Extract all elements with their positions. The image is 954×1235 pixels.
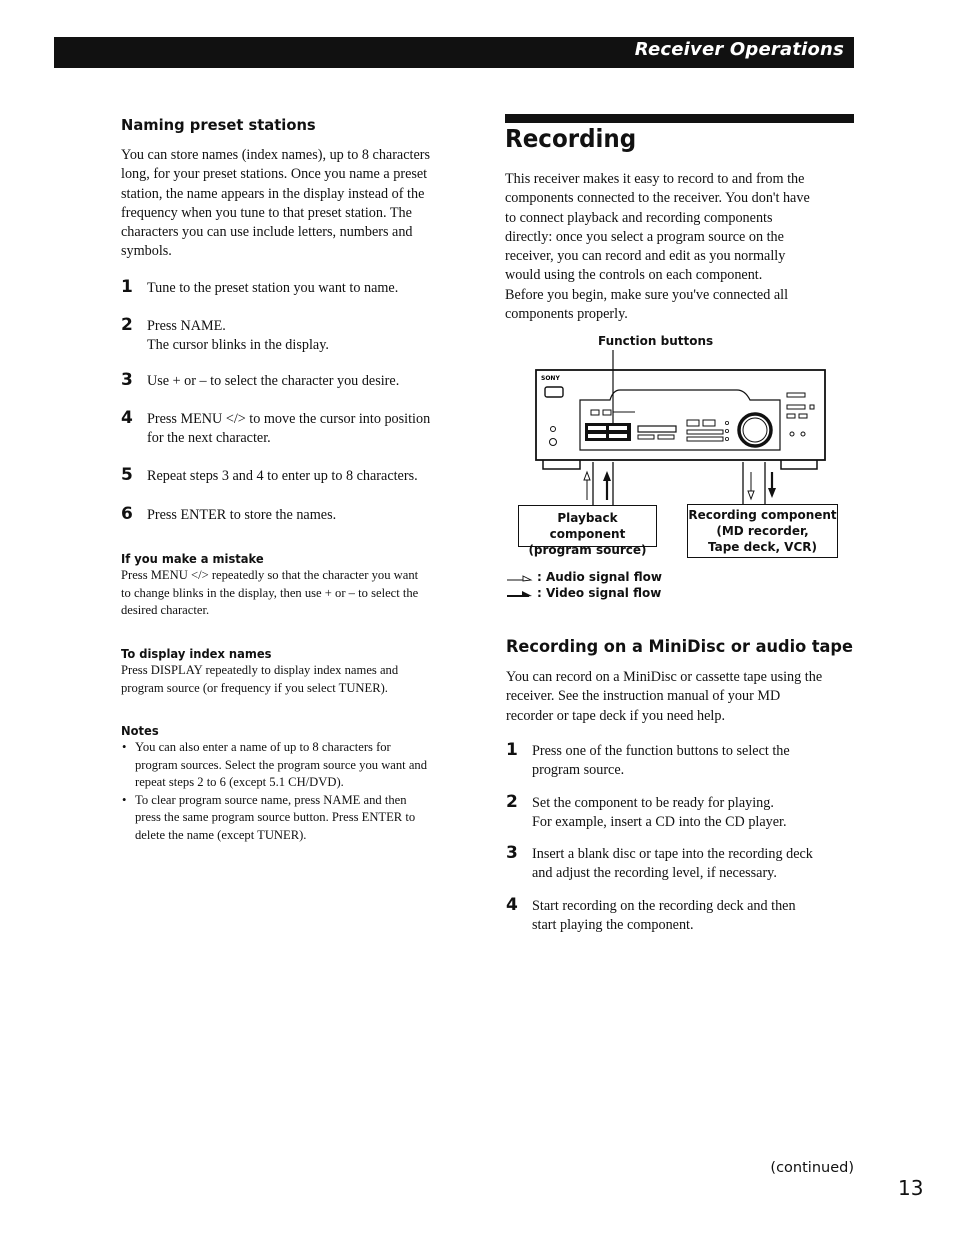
mistake-text (121, 567, 481, 620)
text-line: to connect playback and recording components (505, 209, 773, 226)
text-line: Repeat steps 3 and 4 to enter up to 8 characters. (147, 468, 418, 484)
text-line: program source. (532, 762, 625, 778)
text-line: (program source) (528, 543, 647, 557)
text-line: long, for your preset stations. Once you name a preset (121, 166, 428, 183)
text-line: to change blinks in the display, then use + or – to select the (121, 585, 419, 600)
text-line: • You can also enter a name of up to 8 characters for (135, 740, 391, 754)
step-number: 2 (506, 792, 518, 812)
text-line: Press one of the function buttons to select the (532, 743, 790, 759)
step-number: 2 (121, 315, 133, 335)
text-line: Tune to the preset station you want to name. (147, 280, 399, 296)
naming-intro (121, 146, 481, 262)
text-line: Press NAME. (147, 318, 226, 334)
step-number: 5 (121, 465, 133, 485)
step-text (147, 410, 430, 448)
text-line: The cursor blinks in the display. (147, 337, 329, 353)
page-number: 13 (898, 1176, 924, 1200)
text-line: components properly. (505, 306, 628, 323)
text-line: Press DISPLAY repeatedly to display index names and (121, 663, 399, 677)
step-number: 4 (506, 895, 518, 915)
brand-logo: SONY (541, 375, 560, 382)
step-number: 4 (121, 408, 133, 428)
text-line: For example, insert a CD into the CD player. (532, 814, 787, 830)
step-text (532, 897, 796, 935)
text-line: You can store names (index names), up to 8 characters (121, 147, 431, 163)
playback-component-box (518, 505, 657, 557)
audio-arrow-icon (505, 572, 537, 584)
minidisc-intro (506, 668, 856, 726)
minidisc-title: Recording on a MiniDisc or audio tape (506, 637, 853, 657)
step-number: 3 (121, 370, 133, 390)
step-text (147, 279, 398, 298)
text-line: Press MENU </> to move the cursor into position (147, 411, 431, 427)
recording-component-box (687, 504, 838, 558)
text-line: Use + or – to select the character you desire. (147, 373, 400, 389)
text-line: delete the name (except TUNER). (135, 827, 307, 842)
text-line: start playing the component. (532, 917, 694, 933)
legend-audio-text: : Audio signal flow (537, 570, 662, 584)
legend-audio (505, 570, 662, 584)
index-text (121, 662, 481, 697)
naming-title: Naming preset stations (121, 116, 316, 134)
legend-video-text: : Video signal flow (537, 586, 662, 600)
legend-video (505, 586, 661, 600)
recording-title: Recording (505, 124, 637, 153)
note-item (122, 792, 482, 845)
step-text (532, 742, 790, 780)
index-title: To display index names (121, 646, 272, 661)
text-line: recorder or tape deck if you need help. (506, 707, 726, 724)
text-line: Tape deck, VCR) (707, 540, 818, 554)
mistake-title: If you make a mistake (121, 551, 264, 566)
step-number: 1 (121, 277, 133, 297)
video-arrow-icon (505, 588, 537, 600)
text-line: characters you can use include letters, numbers and (121, 224, 413, 241)
text-line: program sources. Select the program source you want and (135, 757, 428, 772)
notes-list (122, 739, 482, 844)
function-buttons-label: Function buttons (598, 334, 714, 348)
text-line: Start recording on the recording deck and then (532, 898, 796, 914)
text-line: receiver, you can record and edit as you normally (505, 248, 786, 265)
step-number: 6 (121, 504, 133, 524)
text-line: Before you begin, make sure you've connected all (505, 286, 789, 303)
note-item (122, 739, 482, 792)
step-text (147, 372, 399, 391)
text-line: repeat steps 2 to 6 (except 5.1 CH/DVD). (135, 775, 344, 789)
text-line: components connected to the receiver. You don't have (505, 190, 810, 207)
header-bar (54, 37, 854, 68)
text-line: • To clear program source name, press NAME and then (135, 792, 407, 807)
text-line: Recording component (688, 508, 837, 522)
text-line: Set the component to be ready for playing. (532, 795, 774, 811)
text-line: Playback component (549, 511, 626, 541)
receiver-body (536, 370, 825, 460)
step-number: 3 (506, 843, 518, 863)
text-line: frequency when you tune to that preset station. The (121, 204, 412, 221)
text-line: This receiver makes it easy to record to and from the (505, 171, 805, 187)
text-line: for the next character. (147, 430, 271, 446)
header-title: Receiver Operations (634, 39, 844, 60)
text-line: station, the name appears in the display instead of the (121, 185, 425, 202)
text-line: Press MENU </> repeatedly so that the character you want (121, 568, 419, 582)
text-line: You can record on a MiniDisc or cassette tape using the (506, 669, 823, 685)
text-line: would using the controls on each component. (505, 267, 763, 284)
recording-intro (505, 170, 855, 324)
text-line: program source (or frequency if you select TUNER). (121, 680, 388, 695)
text-line: desired character. (121, 603, 210, 617)
step-text (147, 506, 336, 525)
step-text (147, 317, 329, 355)
text-line: receiver. See the instruction manual of your MD (506, 688, 781, 705)
text-line: (MD recorder, (716, 524, 809, 538)
text-line: directly: once you select a program source on the (505, 228, 784, 245)
text-line: press the same program source button. Press ENTER to (135, 810, 416, 824)
text-line: symbols. (121, 243, 172, 260)
step-text (147, 467, 418, 486)
text-line: and adjust the recording level, if necessary. (532, 865, 777, 881)
step-text (532, 845, 813, 883)
function-buttons (585, 423, 631, 441)
step-text (532, 794, 787, 832)
text-line: Insert a blank disc or tape into the recording deck (532, 846, 813, 862)
continued-label: (continued) (770, 1160, 854, 1176)
text-line: Press ENTER to store the names. (147, 507, 337, 523)
recording-rule (505, 114, 854, 123)
notes-title: Notes (121, 723, 159, 738)
step-number: 1 (506, 740, 518, 760)
